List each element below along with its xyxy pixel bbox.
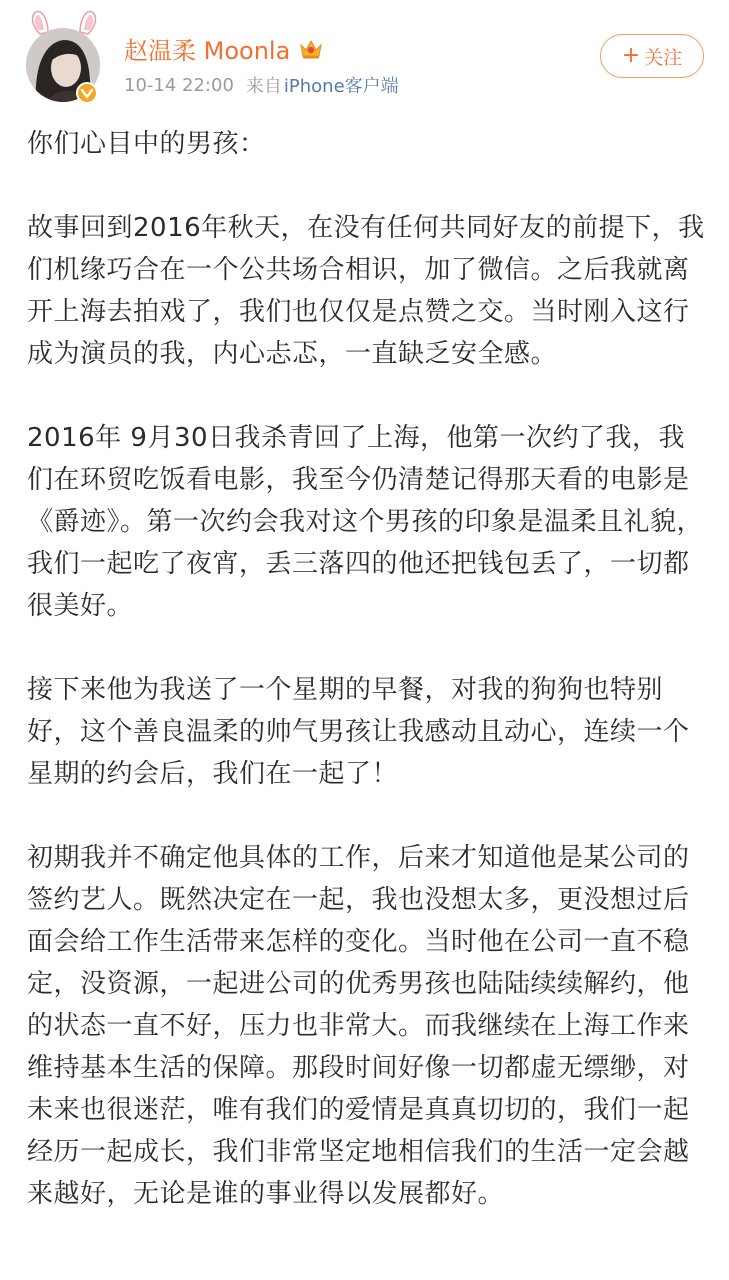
post-body — [27, 123, 707, 1257]
vip-crown-icon[interactable] — [298, 36, 324, 60]
username[interactable]: 赵温柔 Moonla — [124, 36, 291, 65]
source-prefix: 来自 — [245, 76, 282, 97]
source-link[interactable]: iPhone客户端 — [283, 76, 399, 97]
post-paragraph: 你们心目中的男孩： — [27, 129, 266, 159]
post-header — [0, 0, 729, 110]
post-meta — [124, 72, 399, 98]
avatar-container[interactable] — [26, 22, 102, 98]
username-row — [124, 30, 324, 66]
follow-button[interactable] — [600, 34, 704, 78]
post-time: 10-14 22:00 — [124, 74, 234, 96]
post-paragraph: 初期我并不确定他具体的工作，后来才知道他是某公司的签约艺人。既然决定在一起，我也没想太多，更没想过后面会给工作生活带来怎样的变化。当时他在公司一直不稳定，没资源，一起进公司的优秀男孩也陆陆续续解约，他的状态一直不好，压力也非常大。而我继续在上海工作来维持基本生活的保障。那段时间好像一切都虚无缥缈，对未来也很迷茫，唯有我们的爱情是真真切切的，我们一起经历一起成长，我们非常坚定地相信我们的生活一定会越来越好，无论是谁的事业得以发展都好。 — [27, 843, 690, 1209]
post-paragraph: 故事回到2016年秋天，在没有任何共同好友的前提下，我们机缘巧合在一个公共场合相识，加了微信。之后我就离开上海去拍戏了，我们也仅仅是点赞之交。当时刚入这行成为演员的我，内心忐忑，一直缺乏安全感。 — [27, 213, 705, 369]
post-paragraph: 接下来他为我送了一个星期的早餐，对我的狗狗也特别好，这个善良温柔的帅气男孩让我感动且动心，连续一个星期的约会后，我们在一起了！ — [27, 675, 690, 789]
plus-icon: + — [621, 43, 641, 68]
post-paragraph: 2016年 9月30日我杀青回了上海，他第一次约了我，我们在环贸吃饭看电影，我至今仍清楚记得那天看的电影是《爵迹》。第一次约会我对这个男孩的印象是温柔且礼貌，我们一起吃了夜宵，丢三落四的他还把钱包丢了，一切都很美好。 — [27, 423, 704, 621]
verified-badge-icon — [76, 82, 98, 104]
follow-label: 关注 — [644, 46, 683, 69]
